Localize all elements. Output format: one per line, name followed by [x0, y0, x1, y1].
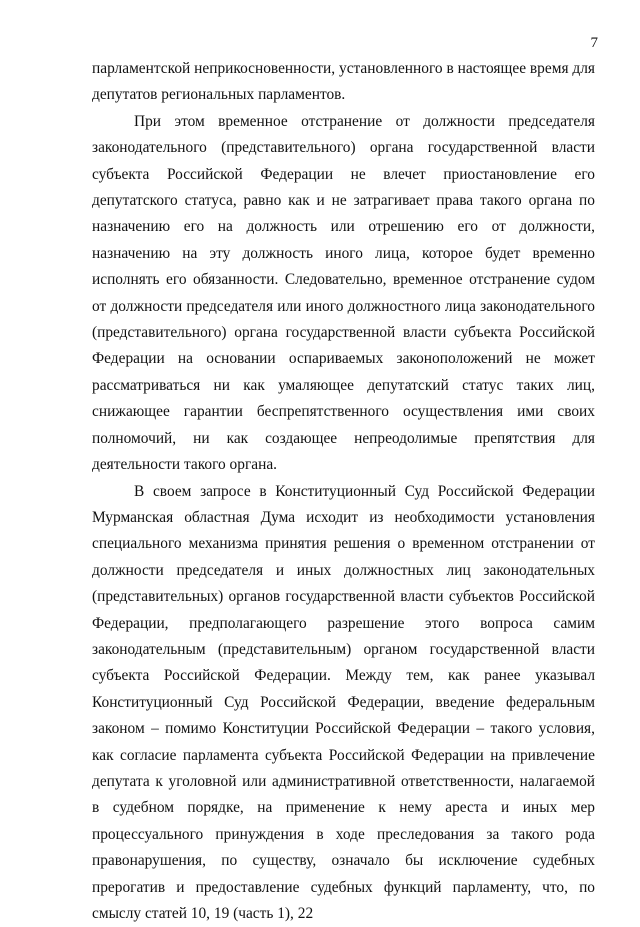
paragraph: При этом временное отстранение от должности председателя законодательного (представительного) органа государственной власти субъекта Российской Федерации не влечет приостановление его депутатского статуса, равно как и не затрагивает права такого органа по назначению его на должность или отрешению его от должности, назначению на эту должность иного лица, которое будет временно исполнять его обязанности. Следовательно, временное отстранение судом от должности председателя или иного должностного лица законодательного (представительного) органа государственной власти субъекта Российской Федерации на основании оспариваемых законоположений не может рассматриваться ни как умаляющее депутатский статус таких лиц, снижающее гарантии беспрепятственного осуществления ими своих полномочий, ни как создающее непреодолимые препятствия для деятельности такого органа.: [92, 109, 595, 479]
paragraph: В своем запросе в Конституционный Суд Российской Федерации Мурманская областная Дума исходит из необходимости установления специального механизма принятия решения о временном отстранении от должности председателя и иных должностных лиц законодательных (представительных) органов государственной власти субъектов Российской Федерации, предполагающего разрешение этого вопроса самим законодательным (представительным) органом государственной власти субъекта Российской Федерации. Между тем, как ранее указывал Конституционный Суд Российской Федерации, введение федеральным законом – помимо Конституции Российской Федерации – такого условия, как согласие парламента субъекта Российской Федерации на привлечение депутата к уголовной или административной ответственности, налагаемой в судебном порядке, на применение к нему ареста и иных мер процессуального принуждения в ходе преследования за такого рода правонарушения, по существу, означало бы исключение судебных прерогатив и предоставление судебных функций парламенту, что, по смыслу статей 10, 19 (часть 1), 22: [92, 479, 595, 927]
page-number: 7: [591, 36, 599, 51]
paragraph-continuation: парламентской неприкосновенности, установленного в настоящее время для депутатов региональных парламентов.: [92, 56, 595, 109]
body-text: [92, 56, 595, 927]
